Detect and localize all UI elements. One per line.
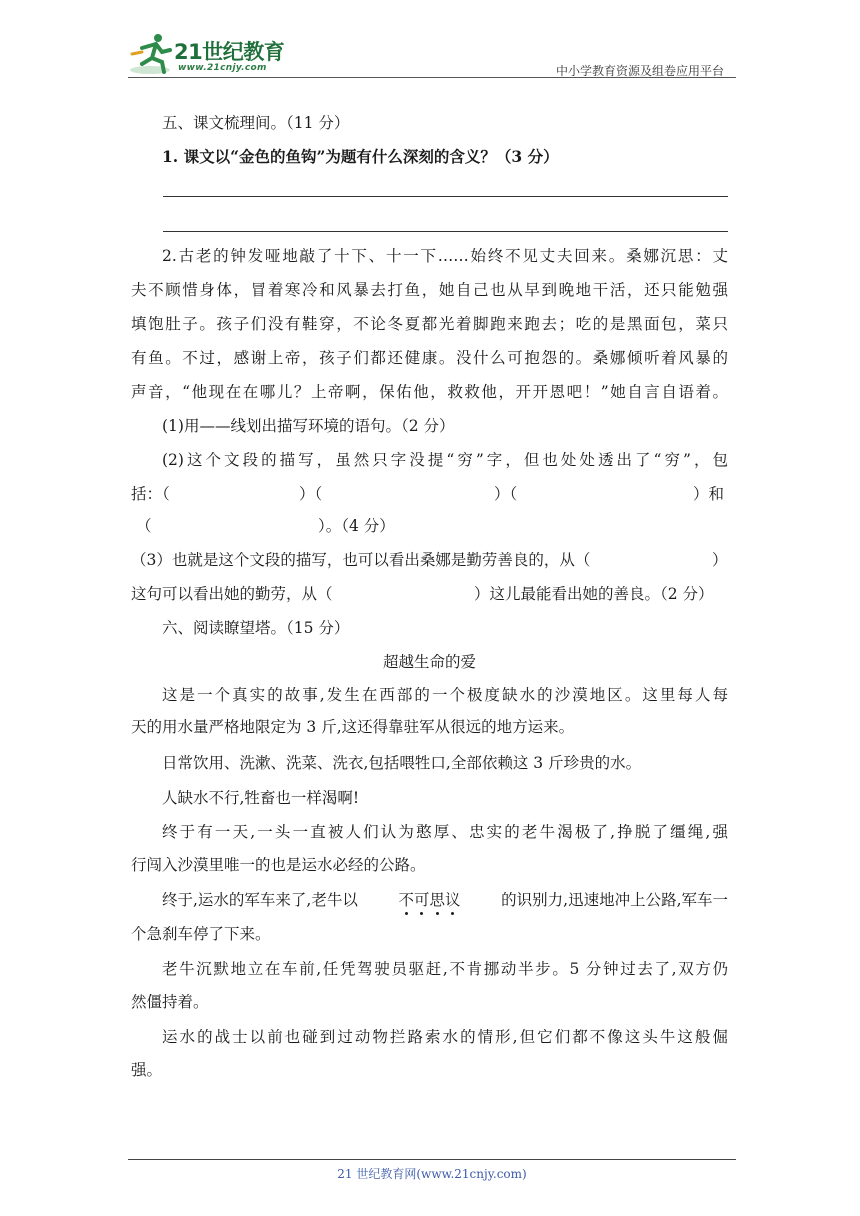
- sub-question-2-line-1: (2)这个文段的描写，虽然只字没提“穷”字，但也处处透出了“穷”，包: [162, 451, 728, 469]
- runner-icon: [128, 30, 176, 78]
- footer-divider: [128, 1159, 736, 1160]
- q2-line-1: 2.古老的钟发哑地敲了十下、十一下……始终不见丈夫回来。桑娜沉思：丈: [162, 247, 728, 265]
- paragraph-5-line-2: 个急刹车停了下来。: [131, 925, 271, 943]
- q2-line-4: 有鱼。不过，感谢上帝，孩子们都还健康。没什么可抱怨的。桑娜倾听着风暴的: [131, 349, 728, 367]
- paragraph-6-line-2: 然僵持着。: [131, 993, 209, 1011]
- article-title: 超越生命的爱: [382, 653, 476, 671]
- answer-line-1: [163, 196, 728, 197]
- emphasized-phrase: 不可思议: [398, 891, 461, 909]
- paragraph-7-line-2: 强。: [131, 1061, 163, 1079]
- paragraph-3: 人缺水不行,牲畜也一样渴啊!: [162, 789, 360, 807]
- header-divider: [128, 77, 736, 78]
- q2-line-3: 填饱肚子。孩子们没有鞋穿，不论冬夏都光着脚跑来跑去；吃的是黑面包，菜只: [131, 315, 728, 333]
- footer-link[interactable]: 21 世纪教育网(www.21cnjy.com): [337, 1167, 527, 1181]
- paragraph-4-line-2: 行闯入沙漠里唯一的也是运水必经的公路。: [131, 856, 426, 874]
- sub-question-1: (1)用——线划出描写环境的语句。（2 分）: [162, 417, 455, 435]
- paragraph-4-line-1: 终于有一天,一头一直被人们认为憨厚、忠实的老牛渴极了,挣脱了缰绳,强: [162, 823, 728, 841]
- section6-title: 六、阅读瞭望塔。（15 分）: [162, 619, 350, 637]
- logo: [128, 30, 298, 78]
- logo-text: 21世纪教育: [174, 40, 285, 64]
- question-1: 1. 课文以“金色的鱼钩”为题有什么深刻的含义？（3 分）: [162, 147, 559, 166]
- paragraph-2: 日常饮用、洗漱、洗菜、洗衣,包括喂牲口,全部依赖这 3 斤珍贵的水。: [162, 754, 642, 772]
- page-header: [128, 30, 732, 80]
- platform-name: 中小学教育资源及组卷应用平台: [555, 64, 724, 78]
- paragraph-7-line-1: 运水的战士以前也碰到过动物拦路索水的情形,但它们都不像这头牛这般倔: [162, 1028, 728, 1046]
- paragraph-6-line-1: 老牛沉默地立在车前,任凭驾驶员驱赶,不肯挪动半步。5 分钟过去了,双方仍: [162, 960, 728, 978]
- section5-title: 五、课文梳理间。（11 分）: [162, 114, 350, 132]
- document-page: 21世纪教育 www.21cnjy.com 中小学教育资源及组卷应用平台 五、课文梳理间。（11 分） 1. 课文以“金色的鱼钩”为题有什么深刻的含义？（3 分） 2.古老的钟发哑地敲了十下、十一下……始终不见丈夫回来。桑娜沉思：丈 夫不顾惜身体，冒着寒冷和风暴去打鱼，她自己也从早到晚地干活，还只能勉强 填饱肚子。孩子们没有鞋穿，不论冬夏都光着脚跑来跑去；吃的是黑面包，菜只 有鱼。不过，感谢上帝，孩子们都还健康。没什么可抱怨的。桑娜倾听着风暴的 声音，“他现在在哪儿？上帝啊，保佑他，救救他，开开恩吧！”她自言自语着。 (1)用——线划出描写环境的语句。（2 分） (2)这个文段的描写，虽然只字没提“穷”字，但也处处透出了“穷”，包 括：（ ）（ ）（ ）和 （ ）。（4 分） （3）也就是这个文段的描写，也可以看出桑娜是勤劳善良的，从（ ） 这句可以看出她的勤劳，从（ ）这儿最能看出她的善良。（2 分） 六、阅读瞭望塔。（15 分） 超越生命的爱 这是一个真实的故事,发生在西部的一个极度缺水的沙漠地区。这里每人每 天的用水量严格地限定为 3 斤,这还得靠驻军从很远的地方运来。 日常饮用、洗漱、洗菜、洗衣,包括喂牲口,全部依赖这 3 斤珍贵的水。 人缺水不行,牲畜也一样渴啊! 终于有一天,一头一直被人们认为憨厚、忠实的老牛渴极了,挣脱了缰绳,强 行闯入沙漠里唯一的也是运水必经的公路。 终于,运水的军车来了,老牛以 不可思议 的识别力,迅速地冲上公路,军车一 个急刹车停了下来。 老牛沉默地立在车前,任凭驾驶员驱赶,不肯挪动半步。5 分钟过去了,双方仍 然僵持着。 运水的战士以前也碰到过动物拦路索水的情形,但它们都不像这头牛这般倔 强。 21 世纪教育网(www.21cnjy.com): [0, 0, 860, 1216]
- paragraph-5-line-1: 终于,运水的军车来了,老牛以 不可思议 的识别力,迅速地冲上公路,军车一: [162, 891, 728, 909]
- q2-line-5: 声音，“他现在在哪儿？上帝啊，保佑他，救救他，开开恩吧！”她自言自语着。: [131, 383, 728, 401]
- answer-line-2: [163, 231, 728, 232]
- paragraph-1-line-2: 天的用水量严格地限定为 3 斤,这还得靠驻军从很远的地方运来。: [131, 718, 575, 736]
- logo-url: www.21cnjy.com: [178, 63, 267, 73]
- q2-line-2: 夫不顾惜身体，冒着寒冷和风暴去打鱼，她自己也从早到晚地干活，还只能勉强: [131, 281, 728, 299]
- paragraph-1-line-1: 这是一个真实的故事,发生在西部的一个极度缺水的沙漠地区。这里每人每: [162, 686, 728, 704]
